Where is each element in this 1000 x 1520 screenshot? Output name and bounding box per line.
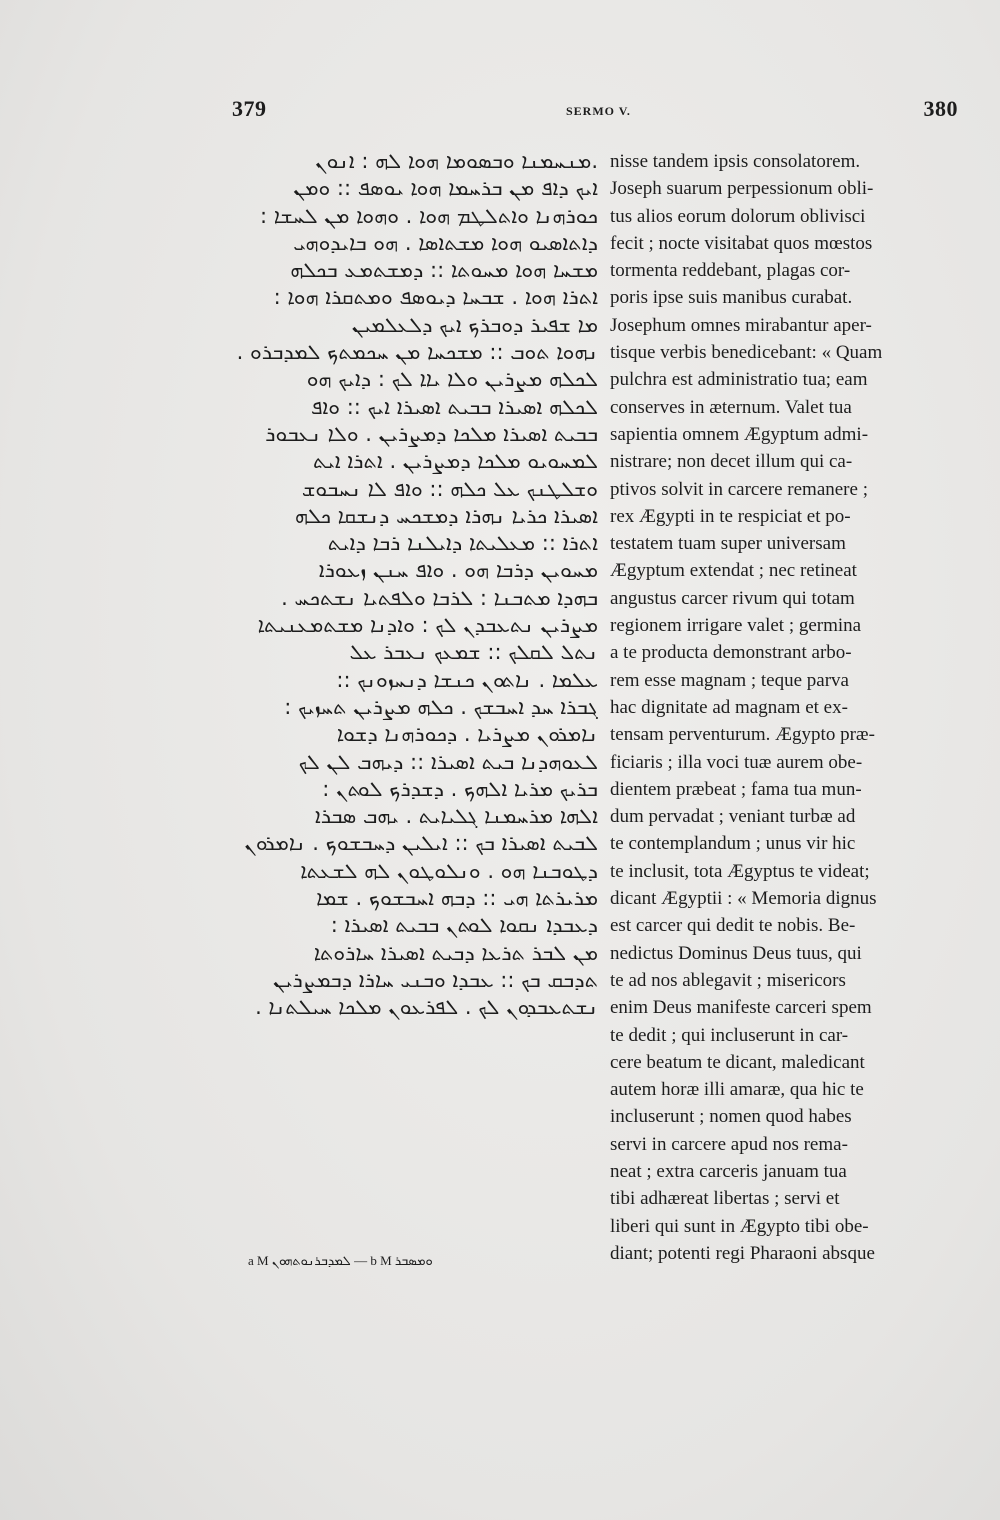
latin-line: te contemplandum ; unus vir hic	[610, 833, 856, 855]
syriac-line: ܘܫܠܛܢܟ ܥܠ ܟܠܗ :: ܘܐܦ ܠܐ ܢܚܒܘܫ	[301, 476, 598, 501]
latin-line: tibi adhæreat libertas ; servi et	[610, 1188, 840, 1210]
syriac-line: ܢܬܠ ܠܩܠܟ :: ܫܡܥܟ ܢܥܒܪ ܥܠ	[349, 640, 598, 665]
latin-line: conserves in æternum. Valet tua	[610, 396, 852, 418]
syriac-line: ܡܚܘܝܢ ܕܪܒܐ ܗܘ . ܘܐܦ ܚܢܢ ܙܥܘܪܐ	[318, 558, 598, 583]
latin-line: te dedit ; qui incluserunt in car-	[610, 1024, 849, 1046]
latin-line: tensam perventurum. Ægypto præ-	[610, 724, 875, 746]
latin-line: diant; potenti regi Pharaoni absque	[610, 1242, 875, 1264]
syriac-line: ܡܐ ܫܦܝܪ ܕܘܒܪܟ ܐܝܟ ܕܠܥܠܡܝܢ	[351, 312, 598, 337]
syriac-line: ܠܒܝܬ ܐܣܝܪܐ ܒܟ :: ܐܝܠܝܢ ܕܚܒܫܘܟ . ܢܐܡܪܘܢ	[244, 831, 598, 856]
latin-line: nisse tandem ipsis consolatorem.	[610, 151, 861, 172]
latin-line: testatem tuam super universam	[610, 533, 846, 555]
syriac-line: ܡܫܚܐ ܗܘܐ ܡܚܘܬܐ :: ܕܡܫܬܡܥ ܒܟܠܗ	[290, 258, 598, 283]
syriac-line: ܓܒܪܐ ܚܕ ܐܚܒܫܟ . ܟܠܗ ܡܨܪܝܢ ܬܚܙܝܟ :	[284, 694, 598, 719]
syriac-line: ܥܠܡܐ . ܢܐܬܘܢ ܟܢܫܐ ܕܢܚܙܘܢܟ ::	[336, 667, 598, 692]
syriac-line: .ܡܢܚܡܢܐ ܘܒܣܘܡܐ ܗܘܐ ܠܗ : ܐܢܘܢ	[315, 149, 598, 173]
syriac-line: ܟܘܪܗܢܐ ܘܐܬܠܛܡ ܗܘܐ . ܘܗܘܐ ܡܢ ܠܚܫܐ :	[259, 203, 598, 228]
latin-line: te inclusit, tota Ægyptus te videat;	[610, 860, 870, 882]
syriac-line: ܢܗܘܐ ܬܘܒ :: ܡܫܟܚܐ ܡܢ ܚܟܡܬܟ ܠܡܕܒܪܘ .	[236, 340, 598, 365]
page-number-left: 379	[232, 96, 267, 121]
running-head: SERMO V.	[566, 104, 631, 118]
latin-line: incluserunt ; nomen quod habes	[610, 1106, 852, 1128]
syriac-line: ܐܬܪܐ :: ܡܥܠܝܬܐ ܕܐܝܠܢܐ ܪܒܐ ܕܐܝܬ	[327, 531, 598, 556]
latin-line: ptivos solvit in carcere remanere ;	[610, 478, 868, 500]
latin-line: ficiaris ; illa voci tuæ aurem obe-	[610, 751, 863, 773]
syriac-line: ܠܥܘܗܕܢܐ ܒܝܬ ܐܣܝܪܐ :: ܕܝܗܒ ܠܢ ܠܟ	[298, 749, 598, 774]
syriac-line: ܡܪܝܪܬܐ ܗܝ :: ܕܒܗ ܐܚܒܫܘܟ . ܫܡܐ	[316, 886, 598, 911]
syriac-line: ܢܐܡܪܘܢ ܡܨܪܝܐ . ܕܟܘܪܗܢܐ ܕܫܘܐ	[336, 722, 598, 747]
latin-line: dum pervadat ; veniant turbæ ad	[610, 806, 856, 828]
latin-line: hac dignitate ad magnam et ex-	[610, 696, 848, 718]
syriac-line: ܕܐܬܐܣܝܘ ܗܘܐ ܡܫܬܐܣܐ . ܗܘ ܒܐܝܕܘܗܝ	[293, 230, 598, 255]
latin-line: neat ; extra carceris januam tua	[610, 1160, 847, 1182]
syriac-line: ܬܕܒܩ ܒܟ :: ܥܒܕܐ ܘܒܢܝ ܚܐܪܐ ܕܒܡܨܪܝܢ	[273, 967, 598, 992]
latin-line: tus alios eorum dolorum oblivisci	[610, 205, 866, 227]
latin-line: regionem irrigare valet ; germina	[610, 615, 862, 637]
syriac-line: ܒܗܕܐ ܡܬܒܢܐ : ܠܪܒܐ ܘܠܦܬܝܐ ܢܫܬܟܚ .	[281, 585, 598, 610]
syriac-line: ܐܠܗܐ ܡܪܚܡܢܐ ܓܠܝܐܝܬ . ܝܗܒ ܣܒܪܐ	[314, 804, 598, 829]
latin-line: sapientia omnem Ægyptum admi-	[610, 423, 869, 445]
latin-line: Ægyptum extendat ; nec retineat	[610, 560, 857, 582]
syriac-line: ܡܨܪܝܢ ܢܬܥܒܕܢ ܠܟ : ܘܐܕܢܐ ܡܫܬܡܥܢܝܬܐ	[257, 613, 598, 638]
latin-line: enim Deus manifeste carceri spem	[610, 997, 872, 1019]
latin-line: poris ipse suis manibus curabat.	[610, 287, 853, 309]
latin-line: a te producta demonstrant arbo-	[610, 642, 852, 664]
syriac-line: ܐܝܟ ܕܐܦ ܡܢ ܒܪܚܡܐ ܗܘܐ ܝܘܣܦ :: ܘܡܢ	[293, 176, 598, 201]
latin-line: Joseph suarum perpessionum obli-	[610, 178, 874, 200]
syriac-line: ܐܬܪܐ ܗܘܐ . ܫܒܚܐ ܕܝܘܣܦ ܘܡܬܩܪܐ ܗܘܐ :	[273, 285, 598, 310]
latin-line: angustus carcer rivum qui totam	[610, 587, 855, 609]
syriac-line: ܒܪܝܟ ܡܪܝܐ ܐܠܗܟ . ܕܫܕܪܟ ܠܘܬܢ :	[322, 776, 598, 801]
latin-line: autem horæ illi amaræ, qua hic te	[610, 1079, 864, 1101]
latin-line: servi in carcere apud nos rema-	[610, 1133, 848, 1155]
syriac-text-column	[228, 148, 598, 1022]
latin-line: dientem præbeat ; fama tua mun-	[610, 778, 862, 800]
latin-line: cere beatum te dicant, maledicant	[610, 1051, 865, 1073]
latin-line: Josephum omnes mirabantur aper-	[610, 314, 872, 336]
syriac-line: ܠܡܚܘܝܘ ܡܠܟܐ ܕܡܨܪܝܢ . ܐܬܪܐ ܐܝܬ	[313, 449, 598, 474]
latin-line: tisque verbis benedicebant: « Quam	[610, 342, 883, 364]
latin-line: tormenta reddebant, plagas cor-	[610, 260, 851, 282]
footnote: a M ܠܡܕܒܪܢܘܬܗܘܢ — b M ܘܡܣܒܪ	[248, 1253, 433, 1268]
latin-text-column	[610, 148, 960, 1267]
syriac-line: ܠܟܠܗ ܡܨܪܝܢ ܘܠܐ ܝܐܐ ܠܟ : ܕܐܝܟ ܗܘ	[306, 367, 598, 392]
page-header	[232, 96, 958, 126]
syriac-line: ܠܟܠܗ ܐܣܝܪܐ ܒܒܝܬ ܐܣܝܪܐ ܐܝܟ :: ܘܐܦ	[310, 394, 598, 419]
latin-line: liberi qui sunt in Ægypto tibi obe-	[610, 1215, 869, 1237]
syriac-line: ܕܛܘܒܢܐ ܗܘ . ܘܢܠܘܛܘܢ ܠܗ ܠܫܥܬܐ	[300, 858, 598, 883]
page-number-right: 380	[923, 96, 958, 121]
latin-line: rem esse magnam ; teque parva	[610, 669, 849, 691]
syriac-line: ܐܣܝܪܐ ܟܪܝܐ ܢܗܪܐ ܕܡܫܟܚ ܕܢܫܩܐ ܟܠܗ	[294, 503, 598, 528]
syriac-line: ܒܒܝܬ ܐܣܝܪܐ ܡܠܟܐ ܕܡܨܪܝܢ . ܘܠܐ ܢܥܒܘܪ	[265, 421, 598, 446]
latin-line: rex Ægypti in te respiciat et po-	[610, 505, 851, 527]
latin-line: pulchra est administratio tua; eam	[610, 369, 868, 391]
latin-line: dicant Ægyptii : « Memoria dignus	[610, 888, 877, 910]
syriac-line: ܕܥܒܕܐ ܢܩܘܐ ܠܘܬܢ ܒܒܝܬ ܐܣܝܪܐ :	[330, 913, 598, 938]
latin-line: fecit ; nocte visitabat quos mœstos	[610, 232, 873, 254]
syriac-line: ܢܫܬܥܒܕܘܢ ܠܟ . ܠܦܪܥܘܢ ܡܠܟܐ ܚܝܠܬܢܐ .	[255, 995, 598, 1020]
latin-line: nedictus Dominus Deus tuus, qui	[610, 942, 862, 964]
latin-line: nistrare; non decet illum qui ca-	[610, 451, 853, 473]
syriac-line: ܡܢ ܠܒܪ ܬܪܥܐ ܕܒܝܬ ܐܣܝܪܐ ܚܐܪܘܬܐ	[313, 940, 598, 965]
latin-line: te ad nos ablegavit ; misericors	[610, 969, 846, 991]
latin-line: est carcer qui dedit te nobis. Be-	[610, 915, 856, 937]
